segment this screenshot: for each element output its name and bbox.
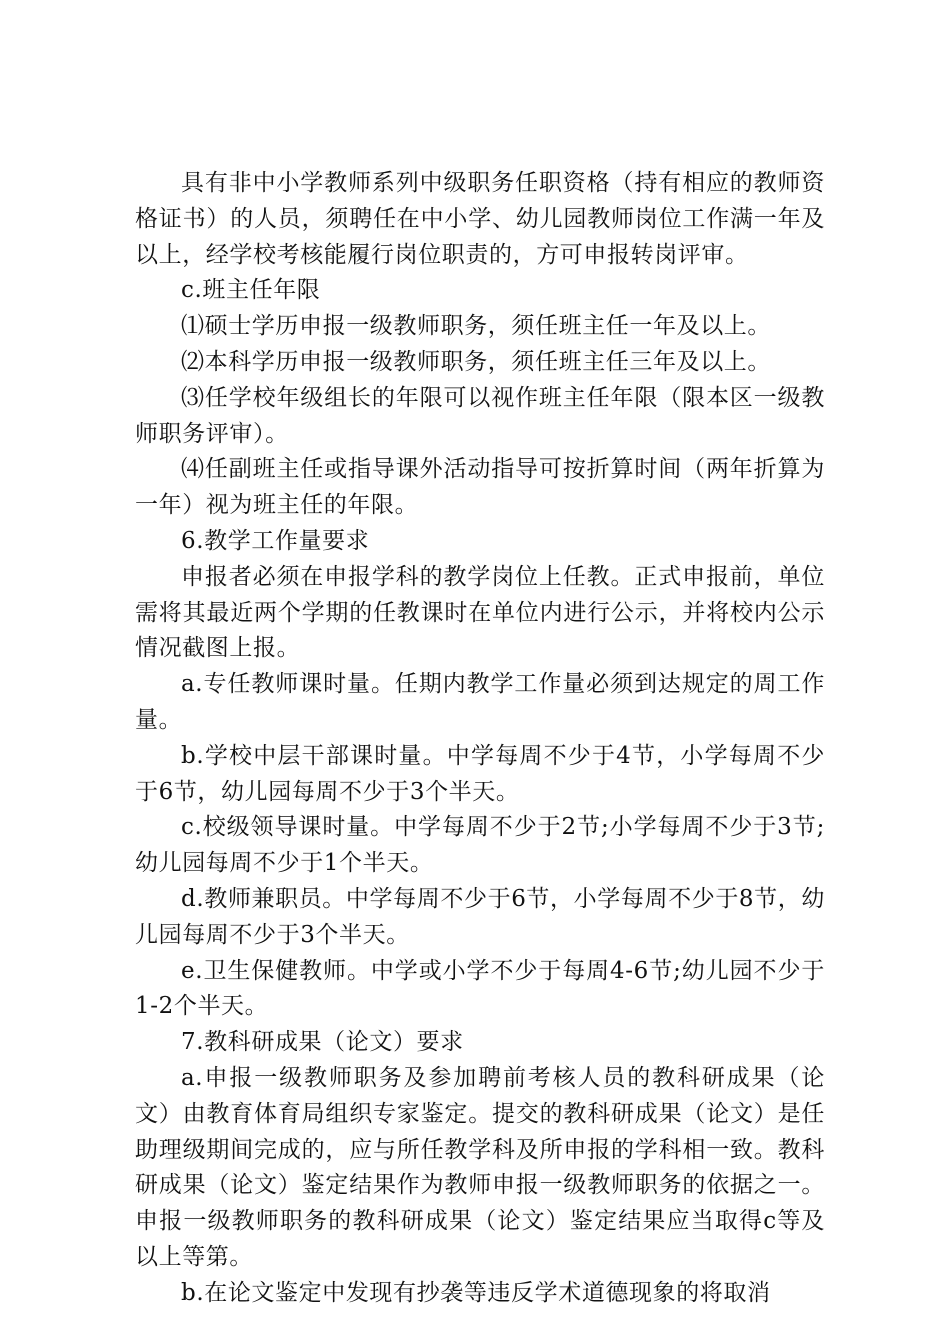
paragraph-workload-intro: 申报者必须在申报学科的教学岗位上任教。正式申报前，单位需将其最近两个学期的任教课时在单位内进行公示，并将校内公示情况截图上报。	[135, 563, 825, 662]
paragraph-item-2: ⑵本科学历申报一级教师职务，须任班主任三年及以上。	[181, 348, 771, 375]
paragraph-item-3: ⑶任学校年级组长的年限可以视作班主任年限（限本区一级教师职务评审）。	[135, 384, 825, 447]
paragraph-item-1: ⑴硕士学历申报一级教师职务，须任班主任一年及以上。	[181, 313, 771, 340]
paragraph-workload-e: e.卫生保健教师。中学或小学不少于每周4-6节;幼儿园不少于1-2个半天。	[135, 957, 825, 1020]
paragraph-research-a: a.申报一级教师职务及参加聘前考核人员的教科研成果（论文）由教育体育局组织专家鉴定。提交的教科研成果（论文）是任助理级期间完成的，应与所任教学科及所申报的学科相一致。教科研成果（论文）鉴定结果作为教师申报一级教师职务的依据之一。申报一级教师职务的教科研成果（论文）鉴定结果应当取得c等及以上等第。	[135, 1064, 825, 1270]
heading-head-teacher-years: c.班主任年限	[181, 277, 321, 304]
document-body	[135, 166, 825, 1312]
paragraph-workload-c: c.校级领导课时量。中学每周不少于2节;小学每周不少于3节;幼儿园每周不少于1个半天。	[135, 814, 825, 877]
paragraph-transfer-review: 具有非中小学教师系列中级职务任职资格（持有相应的教师资格证书）的人员，须聘任在中小学、幼儿园教师岗位工作满一年及以上，经学校考核能履行岗位职责的，方可申报转岗评审。	[135, 170, 825, 268]
paragraph-item-4: ⑷任副班主任或指导课外活动指导可按折算时间（两年折算为一年）视为班主任的年限。	[135, 456, 825, 519]
heading-teaching-workload: 6.教学工作量要求	[181, 527, 370, 554]
paragraph-workload-d: d.教师兼职员。中学每周不少于6节，小学每周不少于8节，幼儿园每周不少于3个半天。	[135, 885, 825, 948]
paragraph-research-b: b.在论文鉴定中发现有抄袭等违反学术道德现象的将取消	[181, 1279, 771, 1306]
heading-research-results: 7.教科研成果（论文）要求	[181, 1029, 464, 1056]
paragraph-workload-a: a.专任教师课时量。任期内教学工作量必须到达规定的周工作量。	[135, 671, 825, 733]
paragraph-workload-b: b.学校中层干部课时量。中学每周不少于4节，小学每周不少于6节，幼儿园每周不少于3个半天。	[135, 742, 825, 805]
